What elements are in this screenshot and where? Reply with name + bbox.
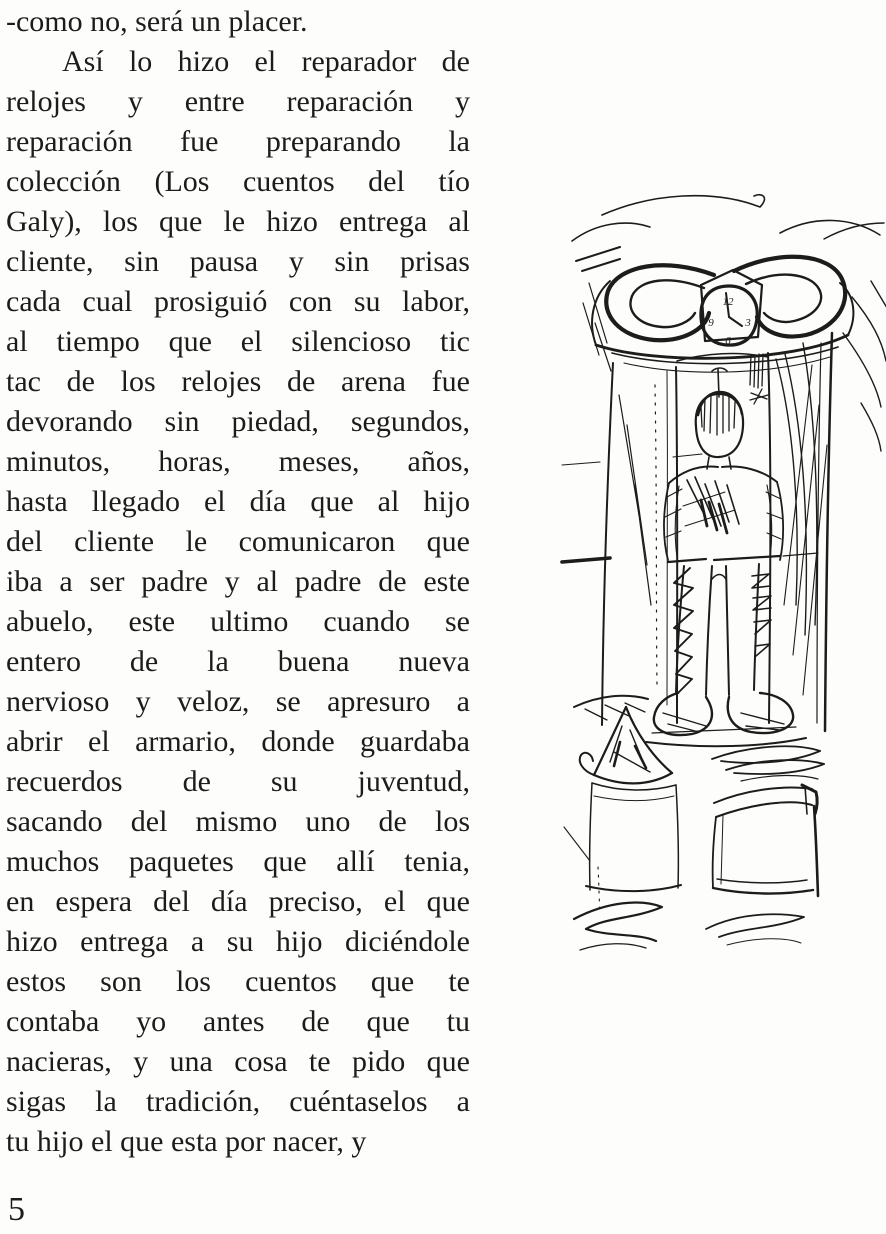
clock-numeral-9: 9 [708, 317, 714, 329]
clock-numeral-6: 6 [725, 335, 731, 347]
text-line: entero de la buena nueva [6, 645, 470, 678]
page-number: 5 [8, 1191, 25, 1228]
text-line: -como no, será un placer. [6, 5, 308, 38]
text-line: devorando sin piedad, segundos, [6, 405, 470, 438]
text-line: sacando del mismo uno de los [6, 805, 470, 838]
text-line: nacieras, y una cosa te pido que [6, 1045, 470, 1078]
text-line: al tiempo que el silencioso tic [6, 325, 470, 358]
text-line: muchos paquetes que allí tenia, [6, 845, 470, 878]
text-line: en espera del día preciso, el que [6, 885, 470, 918]
clock-numeral-3: 3 [745, 317, 751, 329]
text-line: sigas la tradición, cuéntaselos a [6, 1085, 470, 1118]
text-line: colección (Los cuentos del tío [6, 165, 470, 198]
text-line: Así lo hizo el reparador de [62, 45, 470, 78]
story-text [6, 2, 470, 1162]
text-line: relojes y entre reparación y [6, 85, 470, 118]
right-package [706, 785, 818, 945]
text-line: tu hijo el que esta por nacer, y [6, 1125, 367, 1158]
text-line: iba a ser padre y al padre de este [6, 565, 470, 598]
text-line: minutos, horas, meses, años, [6, 445, 470, 478]
text-line: hizo entrega a su hijo diciéndole [6, 925, 470, 958]
text-line: abuelo, este ultimo cuando se [6, 605, 470, 638]
text-line: cada cual prosiguió con su labor, [6, 285, 470, 318]
grandfather-clock-illustration [556, 185, 886, 965]
clock-face [701, 286, 757, 347]
text-line: recuerdos de su juventud, [6, 765, 470, 798]
text-line: hasta llegado el día que al hijo [6, 485, 470, 518]
text-line: cliente, sin pausa y sin prisas [6, 245, 470, 278]
clock-numeral-12: 12 [722, 296, 734, 308]
text-line: abrir el armario, donde guardaba [6, 725, 470, 758]
text-line: tac de los relojes de arena fue [6, 365, 470, 398]
text-line: reparación fue preparando la [6, 125, 470, 158]
text-line: del cliente le comunicaron que [6, 525, 470, 558]
background-hatching [843, 281, 886, 451]
top-swirls [572, 195, 884, 241]
text-line: Galy), los que le hizo entrega al [6, 205, 470, 238]
text-line: contaba yo antes de que tu [6, 1005, 470, 1038]
text-line: nervioso y veloz, se apresuro a [6, 685, 470, 718]
text-line: estos son los cuentos que te [6, 965, 470, 998]
